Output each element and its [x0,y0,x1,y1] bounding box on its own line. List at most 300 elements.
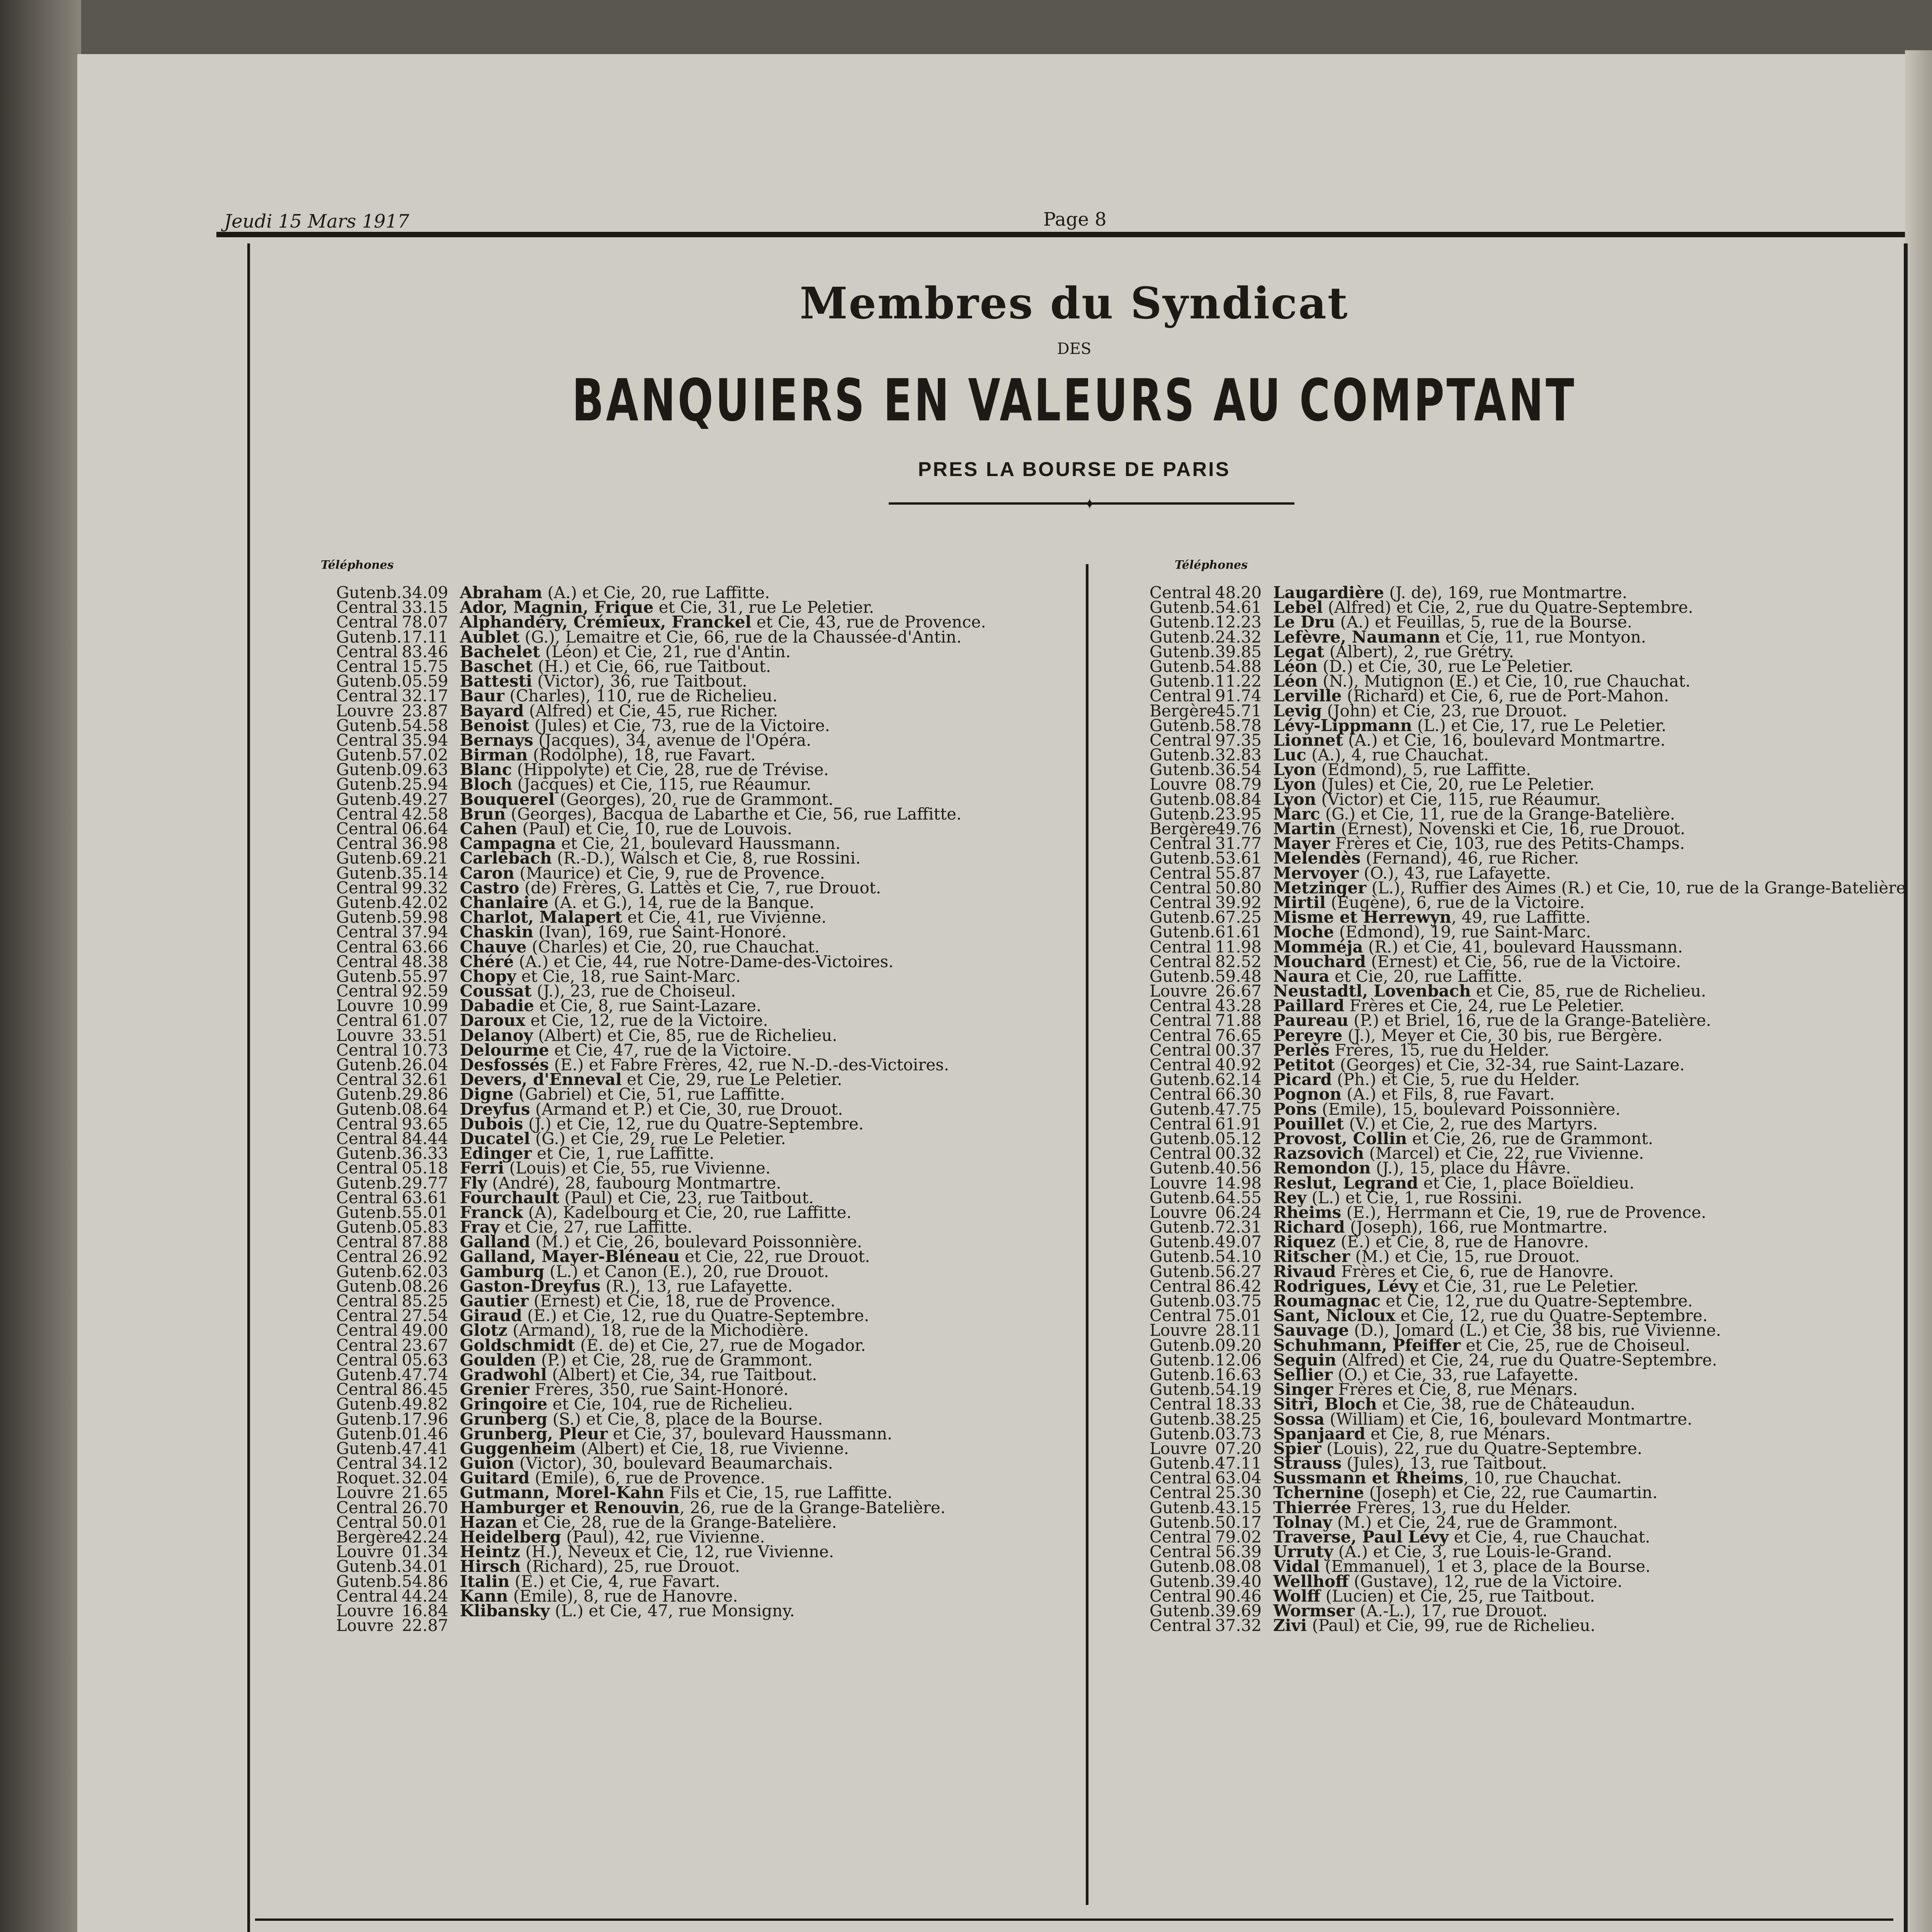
column-divider [1086,564,1088,1905]
telephone-number: 32.83 [1215,745,1262,765]
member-address: (Edmond), 19, rue Saint-Marc. [1334,922,1591,942]
member-address: (Eugène), 6, rue de la Victoire. [1325,893,1585,912]
telephone-number: 00.32 [1215,1144,1262,1163]
telephone-exchange: Central [336,1011,398,1030]
member-name: Rivaud [1273,1262,1336,1281]
member-name: Lyon [1273,760,1316,779]
member-address: (Georges) et Cie, 32-34, rue Saint-Lazare. [1335,1055,1685,1074]
telephone-exchange: Gutenb. [1150,716,1215,735]
telephone-number: 49.07 [1215,1232,1262,1252]
telephone-number: 37.94 [401,922,448,942]
telephone-exchange: Gutenb. [336,760,402,779]
telephone-number: 48.20 [1215,583,1262,602]
telephone-number: 61.07 [401,1011,448,1030]
telephone-exchange: Louvre [336,996,394,1015]
telephone-exchange: Central [1150,1527,1211,1546]
member-address: (E.) et Cie, 8, rue de Hanovre. [1335,1232,1589,1252]
telephone-exchange: Central [1150,730,1211,750]
telephone-number: 54.19 [1215,1380,1262,1399]
telephone-exchange: Gutenb. [1150,612,1215,632]
telephone-number: 26.92 [401,1247,448,1266]
telephone-number: 61.91 [1215,1114,1262,1133]
member-name: Marc [1273,804,1320,823]
telephone-exchange: Gutenb. [336,966,402,986]
issue-date: Jeudi 15 Mars 1917 [224,211,409,232]
telephone-exchange: Central [1150,1114,1211,1133]
telephone-number: 63.66 [401,937,448,956]
member-name: Legat [1273,642,1325,661]
member-name: Riquez [1273,1232,1336,1252]
telephone-exchange: Central [336,1335,398,1355]
member-address: (Ph.) et Cie, 5, rue du Helder. [1332,1070,1580,1089]
telephone-number: 03.75 [1215,1291,1262,1310]
telephone-exchange: Central [1150,583,1211,602]
member-address: (Hippolyte) et Cie, 28, rue de Trévise. [512,760,829,779]
telephone-number: 26.70 [401,1498,448,1517]
member-name: Paureau [1273,1011,1349,1030]
member-name: Chéré [460,952,514,971]
member-address: (Joseph), 166, rue Montmartre. [1345,1218,1608,1237]
telephone-exchange: Gutenb. [1150,1409,1215,1429]
telephone-number: 10.73 [401,1040,448,1060]
member-name: Lyon [1273,775,1316,794]
member-name: Perlès [1273,1040,1330,1060]
member-name: Campagna [460,834,556,853]
telephone-exchange: Gutenb. [1150,1070,1215,1089]
member-name: Heidelberg [460,1527,561,1546]
telephone-exchange: Gutenb. [336,627,402,646]
telephone-exchange: Central [1150,1395,1211,1414]
member-address: (J.), Meyer et Cie, 30 bis, rue Bergère. [1342,1026,1663,1045]
telephone-exchange: Gutenb. [336,1144,402,1163]
page-number: Page 8 [1043,209,1107,230]
telephone-exchange: Central [336,612,398,632]
member-address: (A.-L.), 17, rue Drouot. [1354,1601,1548,1620]
member-address: et Cie, 12, rue du Quatre-Septembre. [1380,1291,1693,1310]
member-address: (L.) et Cie, 47, rue Monsigny. [549,1601,795,1620]
telephone-exchange: Bergère [336,1527,403,1546]
member-address: (A), Kadelbourg et Cie, 20, rue Laffitte. [523,1202,852,1222]
member-name: Roumagnac [1273,1291,1381,1310]
member-name: Delanoy [460,1026,533,1045]
member-address: (de) Frères, G. Lattès et Cie, 7, rue Drouot. [519,878,881,897]
member-name: Zivi [1273,1616,1307,1635]
member-address: Frères et Cie, 8, rue Ménars. [1333,1380,1578,1399]
member-address: (Alfred) et Cie, 24, rue du Quatre-Septembre. [1336,1350,1717,1369]
member-name: Castro [460,878,519,897]
member-address: et Cie, 104, rue de Richelieu. [547,1395,793,1414]
telephone-exchange: Central [1150,1144,1211,1163]
member-address: (R.-D.), Walsch et Cie, 8, rue Rossini. [552,849,861,868]
telephone-number: 56.39 [1215,1542,1262,1561]
member-name: Neustadtl, Lovenbach [1273,981,1471,1001]
member-address: (André), 28, faubourg Montmartre. [487,1173,781,1192]
member-entry [1150,730,1906,750]
telephone-exchange: Central [336,922,398,942]
telephone-exchange: Central [336,1247,398,1266]
member-name: Sellier [1273,1365,1333,1384]
member-address: (Alfred) et Cie, 45, rue Richer. [524,701,778,720]
telephone-number: 53.61 [1215,849,1262,868]
member-address: Fils et Cie, 15, rue Laffitte. [664,1483,893,1502]
member-address: Frères et Cie, 6, rue de Hanovre. [1336,1262,1614,1281]
member-address: (Jules) et Cie, 20, rue Le Peletier. [1316,775,1595,794]
telephone-number: 06.64 [401,819,448,838]
telephone-number: 50.01 [401,1512,448,1532]
telephone-exchange: Gutenb. [1150,1512,1215,1532]
telephone-exchange: Louvre [1150,1321,1207,1340]
telephone-exchange: Gutenb. [336,1262,402,1281]
telephone-number: 47.74 [401,1365,448,1384]
telephone-number: 14.98 [1215,1173,1262,1192]
telephone-exchange: Gutenb. [1150,1424,1215,1443]
member-name: Bernays [460,730,534,750]
member-address: (Louis), 22, rue du Quatre-Septembre. [1321,1439,1643,1458]
telephone-number: 37.32 [1215,1616,1262,1635]
telephone-number: 23.87 [401,701,448,720]
telephone-number: 10.99 [401,996,448,1015]
telephone-number: 61.61 [1215,922,1262,942]
member-address: et Cie, 31, rue Le Peletier. [1418,1276,1639,1296]
telephone-exchange: Central [336,1291,398,1310]
member-name: Momméja [1273,937,1363,956]
telephone-exchange: Gutenb. [1150,672,1215,691]
member-name: Vidal [1273,1557,1320,1576]
member-address: (Léon) et Cie, 21, rue d'Antin. [540,642,791,661]
member-address: (R.) et Cie, 41, boulevard Haussmann. [1363,937,1683,956]
ornament-glyph: ✦ [1083,495,1096,513]
telephone-exchange: Gutenb. [1150,1335,1215,1355]
member-name: Sussmann et Rheims [1273,1468,1464,1488]
telephone-exchange: Gutenb. [1150,598,1215,617]
telephone-number: 92.59 [401,981,448,1001]
telephone-number: 79.02 [1215,1527,1262,1546]
member-name: Singer [1273,1380,1333,1399]
member-entry [1150,627,1906,646]
member-address: (P.) et Cie, 28, rue de Grammont. [536,1350,813,1369]
telephone-number: 58.78 [1215,716,1262,735]
telephone-exchange: Central [336,1454,398,1473]
member-name: Spier [1273,1439,1321,1458]
member-name: Sant, Nicloux [1273,1306,1396,1325]
telephone-exchange: Gutenb. [336,1173,402,1192]
telephone-number: 32.61 [401,1070,448,1089]
member-name: Delourme [460,1040,549,1060]
telephone-exchange: Gutenb. [336,583,402,602]
member-address: (M.) et Cie, 15, rue Drouot. [1350,1247,1580,1266]
member-address: (N.), Mutignon (E.) et Cie, 10, rue Chauchat. [1317,672,1690,691]
telephone-exchange: Central [336,1040,398,1060]
member-name: Paillard [1273,996,1345,1015]
telephone-number: 40.92 [1215,1055,1262,1074]
member-address: (Louis) et Cie, 55, rue Vivienne. [504,1158,771,1178]
telephone-number: 93.65 [401,1114,448,1133]
member-address: et Cie, 8, rue Ménars. [1365,1424,1551,1443]
telephone-number: 42.02 [401,893,448,912]
telephone-number: 36.33 [401,1144,448,1163]
member-name: Desfossés [460,1055,549,1074]
member-address: (L.) et Cie, 17, rue Le Peletier. [1412,716,1667,735]
member-address: (Edmond), 5, rue Laffitte. [1316,760,1531,779]
title-subtitle: PRES LA BOURSE DE PARIS [918,458,1231,481]
member-address: (Victor), 36, rue Taitbout. [532,672,747,691]
member-address: (M.) et Cie, 26, boulevard Poissonnière. [530,1232,862,1252]
telephone-number: 85.25 [401,1291,448,1310]
member-address: (Charles) et Cie, 20, rue Chauchat. [526,937,820,956]
member-name: Baschet [460,656,533,676]
member-name: Benoist [460,716,529,735]
telephone-number: 55.97 [401,966,448,986]
telephone-exchange: Central [336,1114,398,1133]
telephone-number: 39.40 [1215,1571,1262,1591]
member-name: Hazan [460,1512,517,1532]
telephone-exchange: Louvre [336,1483,394,1502]
telephone-exchange: Gutenb. [1150,642,1215,661]
member-name: Bayard [460,701,524,720]
member-address: (Emile), 15, boulevard Poissonnière. [1316,1099,1621,1119]
telephone-exchange: Gutenb. [1150,1232,1215,1252]
member-address: (Paul) et Cie, 99, rue de Richelieu. [1306,1616,1595,1635]
member-address: (Paul), 42, rue Vivienne. [561,1527,765,1546]
telephone-number: 91.74 [1215,686,1262,706]
telephone-exchange: Gutenb. [336,1276,402,1296]
member-address: (Gabriel) et Cie, 51, rue Laffitte. [514,1085,785,1104]
telephone-exchange: Central [1150,1468,1211,1488]
telephone-exchange: Gutenb. [336,1424,402,1443]
telephone-number: 29.86 [401,1085,448,1104]
telephone-number: 05.59 [401,672,448,691]
member-name: Grenier [460,1380,530,1399]
member-name: Mervoyer [1273,863,1359,883]
telephone-exchange: Gutenb. [1150,922,1215,942]
telephone-exchange: Gutenb. [1150,966,1215,986]
member-address: (Albert) et Cie, 18, rue Vivienne. [576,1439,849,1458]
member-address: (Ernest) et Cie, 18, rue de Provence. [528,1291,836,1310]
telephone-exchange: Gutenb. [1150,1571,1215,1591]
member-name: Tolnay [1273,1512,1332,1532]
member-address: (Albert) et Cie, 85, rue de Richelieu. [533,1026,837,1045]
telephone-number: 82.52 [1215,952,1262,971]
member-address: et Cie, 41, rue Vivienne. [622,908,827,927]
member-name: Gamburg [460,1262,544,1281]
telephone-number: 49.76 [1215,819,1262,838]
telephone-exchange: Gutenb. [336,1365,402,1384]
member-address: (Gustave), 12, rue de la Victoire. [1349,1571,1622,1591]
telephone-exchange: Louvre [336,1026,394,1045]
telephone-number: 97.35 [1215,730,1262,750]
member-name: Levig [1273,701,1322,720]
telephone-number: 25.94 [401,775,448,794]
telephone-exchange: Central [336,878,398,897]
telephone-exchange: Louvre [336,701,394,720]
telephone-number: 99.32 [401,878,448,897]
member-address: (Alfred) et Cie, 2, rue du Quatre-Septembre. [1323,598,1693,617]
member-name: Strauss [1273,1454,1342,1473]
telephone-number: 84.44 [401,1129,448,1148]
member-name: Brun [460,804,506,823]
member-name: Thierrée [1273,1498,1352,1517]
telephone-number: 39.85 [1215,642,1262,661]
telephone-exchange: Central [1150,1306,1211,1325]
member-entry [1150,1618,1906,1633]
member-name: Laugardière [1273,583,1384,602]
member-address: (Jules), 13, rue Taitbout. [1341,1454,1547,1473]
telephone-number: 08.08 [1215,1557,1262,1576]
member-address: (Jacques), 34, avenue de l'Opéra. [533,730,811,750]
member-name: Dabadie [460,996,534,1015]
telephone-number: 55.87 [1215,863,1262,883]
telephone-exchange: Gutenb. [1150,745,1215,765]
telephone-number: 11.98 [1215,937,1262,956]
member-name: Battesti [460,672,532,691]
telephone-exchange: Central [1150,1026,1211,1045]
telephone-number: 47.11 [1215,1454,1262,1473]
telephone-number: 12.23 [1215,612,1262,632]
telephone-exchange: Central [336,1321,398,1340]
telephone-number: 12.06 [1215,1350,1262,1369]
member-name: Petitot [1273,1055,1335,1074]
telephone-exchange: Central [336,1129,398,1148]
telephone-exchange: Gutenb. [1150,1365,1215,1384]
member-address: (Albert), 2, rue Grétry. [1324,642,1514,661]
telephone-exchange: Central [336,1158,398,1178]
member-name: Guggenheim [460,1439,576,1458]
telephone-number: 62.03 [401,1262,448,1281]
telephone-exchange: Central [336,1512,398,1532]
telephone-number: 87.88 [401,1232,448,1252]
telephone-number: 86.42 [1215,1276,1262,1296]
telephone-number: 54.58 [401,716,448,735]
page-edge [1905,50,1932,1932]
telephone-exchange: Gutenb. [336,849,402,868]
member-name: Mouchard [1273,952,1366,971]
member-address: (J.), 23, rue de Choiseul. [531,981,736,1001]
member-address: , 10, rue Chauchat. [1463,1468,1622,1488]
telephone-number: 59.98 [401,908,448,927]
member-name: Sitri, Bloch [1273,1395,1377,1414]
member-name: Reslut, Legrand [1273,1173,1418,1192]
member-address: (D.) et Cie, 30, rue Le Peletier. [1317,656,1574,676]
telephone-number: 33.51 [401,1026,448,1045]
member-name: Ferri [460,1158,504,1178]
telephone-number: 62.14 [1215,1070,1262,1089]
telephone-number: 47.41 [401,1439,448,1458]
member-name: Gautier [460,1291,529,1310]
telephone-exchange: Gutenb. [1150,1129,1215,1148]
member-name: Bachelet [460,642,540,661]
member-name: Razsovich [1273,1144,1364,1163]
telephone-exchange: Gutenb. [1150,1158,1215,1178]
member-name: Kann [460,1586,508,1605]
member-name: Klibansky [460,1601,550,1620]
telephone-number: 09.20 [1215,1335,1262,1355]
telephone-exchange: Central [1150,893,1211,912]
telephone-number: 03.73 [1215,1424,1262,1443]
telephone-number: 16.63 [1215,1365,1262,1384]
member-address: (Victor) et Cie, 115, rue Réaumur. [1316,789,1601,809]
member-address: et Cie, 85, rue de Richelieu. [1471,981,1706,1001]
member-name: Tchernine [1273,1483,1364,1502]
telephone-exchange: Gutenb. [1150,1498,1215,1517]
member-address: (O.), 43, rue Lafayette. [1359,863,1551,883]
telephone-exchange: Central [336,1306,398,1325]
member-entry [1150,1173,1906,1192]
telephone-exchange: Louvre [336,1601,394,1620]
telephone-number: 54.88 [1215,656,1262,676]
telephone-number: 47.75 [1215,1099,1262,1119]
telephone-exchange: Louvre [1150,775,1207,794]
telephone-exchange: Central [1150,1483,1211,1502]
telephone-number: 05.12 [1215,1129,1262,1148]
member-address: (Victor), 30, boulevard Beaumarchais. [514,1454,833,1473]
member-name: Chopy [460,966,516,986]
telephone-exchange: Central [336,1380,398,1399]
telephone-exchange: Gutenb. [336,1099,402,1119]
member-name: Aublet [460,627,520,646]
telephone-number: 43.28 [1215,996,1262,1015]
telephone-number: 71.88 [1215,1011,1262,1030]
member-name: Ducatel [460,1129,530,1148]
telephone-number: 01.46 [401,1424,448,1443]
telephone-exchange: Gutenb. [336,775,402,794]
telephone-number: 45.71 [1215,701,1262,720]
member-name: Guitard [460,1468,530,1488]
telephone-number: 59.48 [1215,966,1262,986]
telephone-number: 72.31 [1215,1218,1262,1237]
member-name: Bouquerel [460,789,555,809]
member-name: Luc [1273,745,1306,765]
member-address: (H.) et Cie, 66, rue Taitbout. [532,656,771,676]
telephone-number: 67.25 [1215,908,1262,927]
member-address: et Cie, 8, rue Saint-Lazare. [534,996,762,1015]
telephone-exchange: Central [1150,686,1211,706]
telephone-number: 78.07 [401,612,448,632]
telephone-number: 42.58 [401,804,448,823]
telephone-exchange: Central [1150,1276,1211,1296]
member-name: Lionnet [1273,730,1343,750]
member-name: Bloch [460,775,512,794]
telephone-exchange: Gutenb. [1150,627,1215,646]
telephone-number: 15.75 [401,656,448,676]
telephone-number: 43.15 [1215,1498,1262,1517]
member-name: Goulden [460,1350,536,1369]
member-name: Franck [460,1202,523,1222]
member-name: Gutmann, Morel-Kahn [460,1483,665,1502]
telephone-exchange: Gutenb. [1150,760,1215,779]
member-name: Giraud [460,1306,522,1325]
telephone-number: 28.11 [1215,1321,1262,1340]
main-title: BANQUIERS EN VALEURS AU COMPTANT [572,367,1577,434]
member-address: (L.) et Cie, 1, rue Rossini. [1306,1188,1522,1207]
member-address: (R.), 13, rue Lafayette. [600,1276,793,1296]
member-name: Chauve [460,937,527,956]
telephone-number: 66.30 [1215,1085,1262,1104]
telephone-exchange: Louvre [336,1542,394,1561]
telephone-exchange: Central [1150,996,1211,1015]
telephone-number: 25.30 [1215,1483,1262,1502]
member-name: Lyon [1273,789,1316,809]
member-name: Rodrigues, Lévy [1273,1276,1418,1296]
telephone-number: 49.82 [401,1395,448,1414]
member-address: (L.), Ruffier des Aimes (R.) et Cie, 10, rue de la Grange-Batelière [1366,878,1906,897]
telephone-exchange: Central [336,730,398,750]
member-address: (Ernest) et Cie, 56, rue de la Victoire. [1366,952,1681,971]
member-address: (Joseph) et Cie, 22, rue Caumartin. [1364,1483,1658,1502]
member-name: Traverse, Paul Lévy [1273,1527,1449,1546]
member-name: Gringoire [460,1395,548,1414]
telephone-exchange: Central [336,1498,398,1517]
telephone-number: 27.54 [401,1306,448,1325]
